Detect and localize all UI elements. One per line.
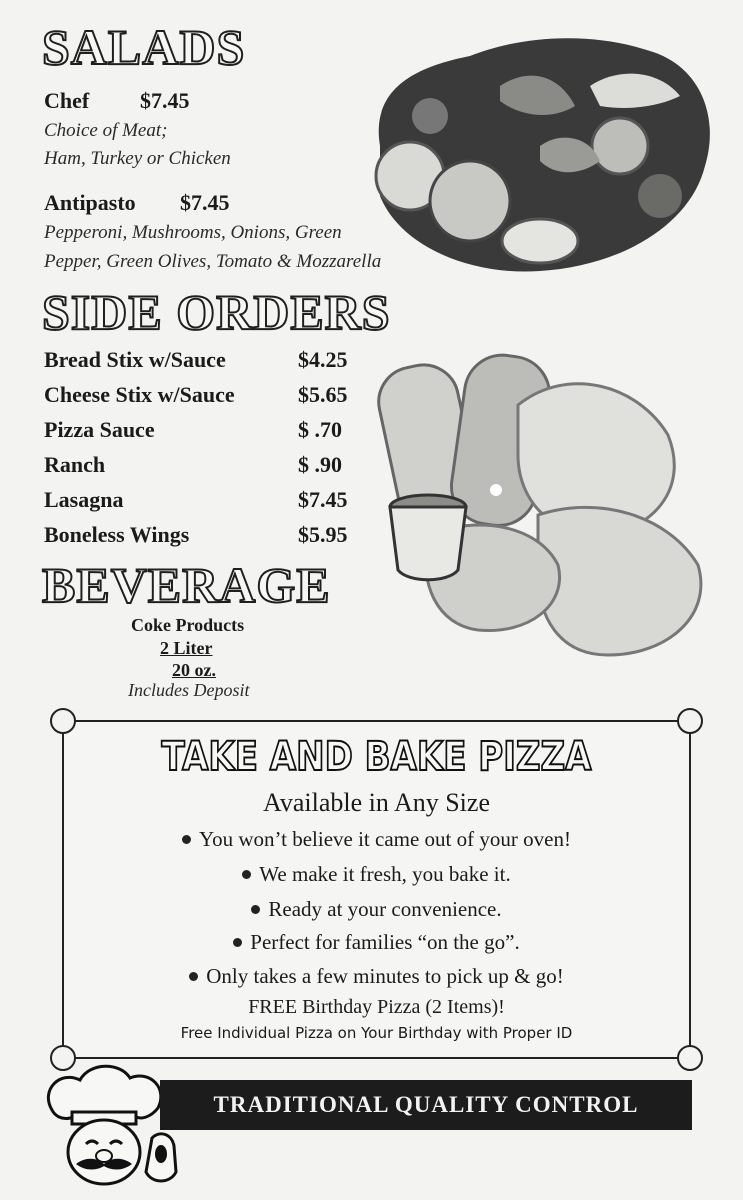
bullet-icon [182, 835, 191, 844]
birthday-note: Free Individual Pizza on Your Birthday with Proper ID [180, 1024, 573, 1042]
salad-chef-name: Chef [44, 88, 90, 113]
side-lasagna-name: Lasagna [44, 487, 124, 512]
take-and-bake-bullet: You won’t believe it came out of your oven! [64, 827, 689, 852]
salad-antipasto-desc-1: Pepperoni, Mushrooms, Onions, Green [44, 222, 342, 243]
box-corner-br [677, 1045, 703, 1071]
quality-control-banner: TRADITIONAL QUALITY CONTROL [160, 1080, 692, 1130]
beverage-coke-products: Coke Products [131, 615, 245, 635]
side-orders-photo [368, 325, 728, 685]
beverage-2-liter: 2 Liter [160, 638, 213, 658]
side-pizza-sauce-price: $ .70 [298, 417, 342, 442]
salad-photo [360, 26, 720, 276]
salads-heading: SALADS [42, 19, 246, 75]
take-and-bake-bullet: Perfect for families “on the go”. [64, 930, 689, 955]
side-boneless-wings-price: $5.95 [298, 522, 348, 547]
side-boneless-wings-name: Boneless Wings [44, 522, 190, 547]
salad-chef-price: $7.45 [140, 88, 190, 113]
bullet-icon [233, 938, 242, 947]
take-and-bake-subtitle: Available in Any Size [263, 788, 490, 817]
side-ranch-name: Ranch [44, 452, 106, 477]
take-and-bake-title: TAKE AND BAKE PIZZA [161, 734, 592, 780]
side-orders-heading: SIDE ORDERS [42, 284, 391, 340]
side-bread-stix-name: Bread Stix w/Sauce [44, 347, 226, 372]
bullet-icon [251, 905, 260, 914]
salad-antipasto-price: $7.45 [180, 190, 230, 215]
side-lasagna-price: $7.45 [298, 487, 348, 512]
side-cheese-stix-name: Cheese Stix w/Sauce [44, 382, 235, 407]
bullet-icon [242, 870, 251, 879]
beverage-heading: BEVERAGE [42, 557, 331, 613]
side-bread-stix-price: $4.25 [298, 347, 348, 372]
take-and-bake-bullet: Only takes a few minutes to pick up & go! [64, 964, 689, 989]
side-pizza-sauce-name: Pizza Sauce [44, 417, 155, 442]
beverage-20-oz: 20 oz. [172, 660, 216, 680]
salad-antipasto-desc-2: Pepper, Green Olives, Tomato & Mozzarella [44, 251, 382, 272]
take-and-bake-bullet: Ready at your convenience. [64, 897, 689, 922]
salad-antipasto-name: Antipasto [44, 190, 136, 215]
take-and-bake-box [62, 720, 691, 1059]
box-corner-tl [50, 708, 76, 734]
salad-chef-desc-1: Choice of Meat; [44, 120, 168, 141]
side-ranch-price: $ .90 [298, 452, 342, 477]
beverage-deposit-note: Includes Deposit [128, 680, 250, 700]
salad-chef-desc-2: Ham, Turkey or Chicken [44, 148, 231, 169]
box-corner-tr [677, 708, 703, 734]
take-and-bake-bullet: We make it fresh, you bake it. [64, 862, 689, 887]
bullet-icon [189, 972, 198, 981]
birthday-offer: FREE Birthday Pizza (2 Items)! [248, 996, 505, 1018]
side-cheese-stix-price: $5.65 [298, 382, 348, 407]
